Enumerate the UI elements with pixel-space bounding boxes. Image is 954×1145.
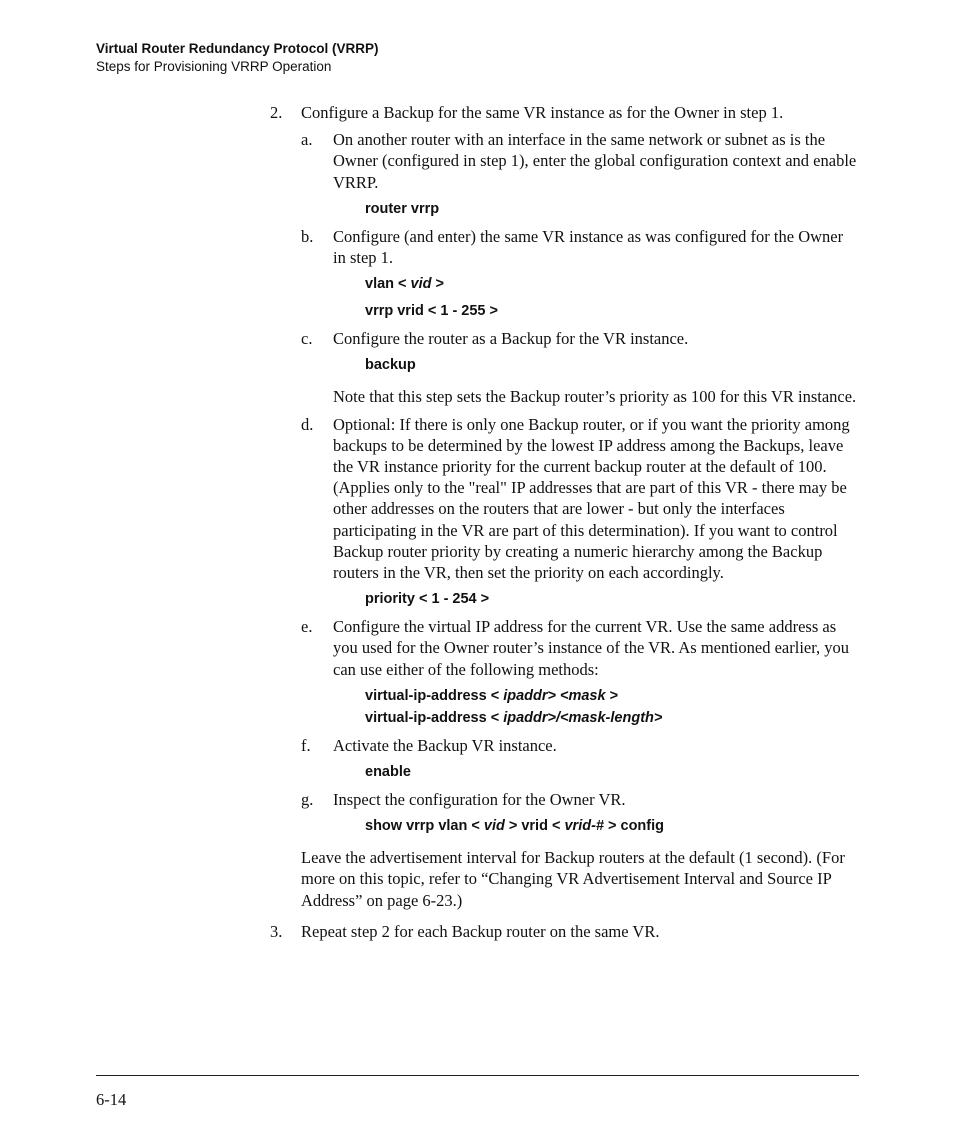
substep-text: Configure the virtual IP address for the current VR. Use the same address as you used for the Owner router’s instance of the VR. As mentioned earlier, you can use either of the following methods: xyxy=(333,617,850,679)
command-part: > config xyxy=(603,818,665,835)
substep-letter: f. xyxy=(301,735,311,755)
substep-letter: b. xyxy=(301,226,314,246)
command-enable: enable xyxy=(365,764,411,781)
command-part: show vrrp vlan < xyxy=(365,818,484,835)
command-router-vrrp: router vrrp xyxy=(365,200,440,217)
command-vlan xyxy=(270,273,860,295)
substep-text: On another router with an interface in the same network or subnet as is the Owner (configured in step 1), enter the global configuration context and enable VRRP. xyxy=(333,130,857,192)
substep-letter: g. xyxy=(301,790,314,810)
substep-note: Note that this step sets the Backup router’s priority as 100 for this VR instance. xyxy=(333,387,857,407)
substep-text: Configure the router as a Backup for the VR instance. xyxy=(333,329,689,349)
substep-f xyxy=(270,735,860,756)
substep-letter: e. xyxy=(301,617,313,637)
command-param: ipaddr>/<mask-length> xyxy=(503,709,663,726)
command-virtual-ip-mask xyxy=(270,685,860,707)
command-virtual-ip-mask-length xyxy=(270,707,860,729)
command-param: vrid-# xyxy=(564,818,604,835)
step-2 xyxy=(270,102,860,123)
command-part: virtual-ip-address < xyxy=(365,709,504,726)
closing-paragraph: Leave the advertisement interval for Backup routers at the default (1 second). (For more on this topic, refer to “Changing VR Advertisement Interval and Source IP Address” on page 6-23.) xyxy=(301,848,845,910)
substep-letter: d. xyxy=(301,414,314,434)
command-part: > xyxy=(431,276,444,293)
header-chapter-title: Virtual Router Redundancy Protocol (VRRP) xyxy=(96,41,379,56)
command-param: ipaddr> <mask xyxy=(503,687,606,704)
command-show-vrrp xyxy=(270,815,860,837)
substep-c xyxy=(270,328,860,349)
command-part: virtual-ip-address < xyxy=(365,687,504,704)
step-text: Configure a Backup for the same VR instance as for the Owner in step 1. xyxy=(301,103,784,122)
substep-text: Configure (and enter) the same VR instance as was configured for the Owner in step 1. xyxy=(333,226,844,268)
command-part: > xyxy=(605,687,619,704)
step-3 xyxy=(270,921,860,942)
command-backup: backup xyxy=(365,357,416,374)
substep-d xyxy=(270,414,860,584)
command-param: vid xyxy=(410,276,432,293)
command-part: vlan < xyxy=(365,276,411,293)
substep-a xyxy=(270,129,860,193)
substep-b xyxy=(270,226,860,268)
substep-text: Optional: If there is only one Backup router, or if you want the priority among backups to be determined by the lowest IP address among the Backups, leave the VR instance priority for the current backup router at the default of 100. (Applies only to the "real" IP addresses that are part of this VR - there may be other addresses on the routers that are lower - but only the interfaces participating in the VR are part of this determination). If you want to control Backup router priority by creating a numeric hierarchy among the Backup routers in the VR, then set the priority on each accordingly. xyxy=(333,414,850,583)
substep-text: Activate the Backup VR instance. xyxy=(333,735,557,755)
page-number: 6-14 xyxy=(96,1090,127,1109)
substep-text: Inspect the configuration for the Owner VR. xyxy=(333,790,626,810)
header-section-title: Steps for Provisioning VRRP Operation xyxy=(96,59,332,74)
step-text: Repeat step 2 for each Backup router on the same VR. xyxy=(301,921,660,941)
substep-g xyxy=(270,789,860,810)
substep-letter: a. xyxy=(301,130,313,150)
substep-e xyxy=(270,616,860,680)
command-priority: priority < 1 - 254 > xyxy=(365,591,490,608)
step-number: 3. xyxy=(270,921,283,941)
substep-letter: c. xyxy=(301,329,313,349)
footer-divider xyxy=(96,1075,859,1076)
step-number: 2. xyxy=(270,103,283,122)
page-body xyxy=(270,102,860,942)
command-part: > vrid < xyxy=(504,818,565,835)
running-header xyxy=(96,40,379,76)
command-vrrp-vrid: vrrp vrid < 1 - 255 > xyxy=(365,303,498,320)
command-param: vid xyxy=(483,818,505,835)
